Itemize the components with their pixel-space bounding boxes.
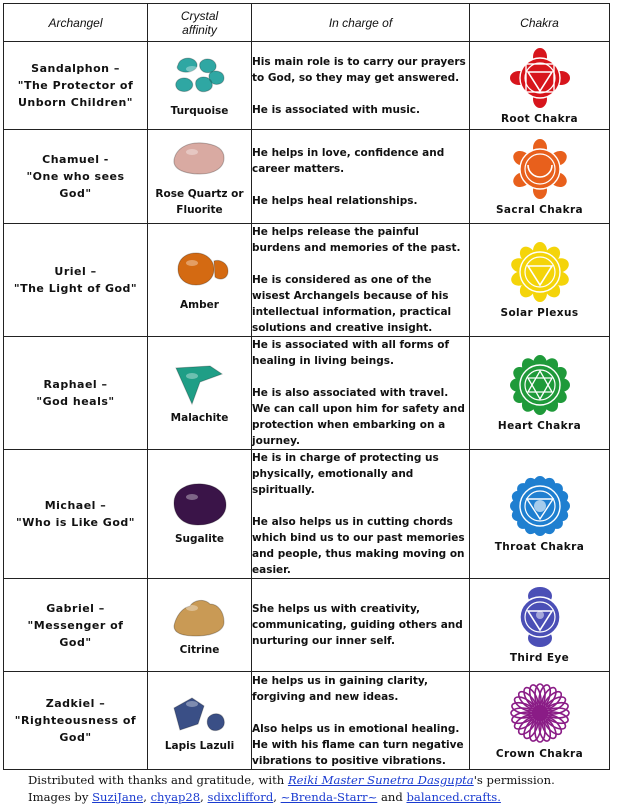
archangel-cell [4,672,148,770]
archangel-cell [4,42,148,130]
chakra-symbol-icon [507,241,573,303]
chakra-name: Solar Plexus [500,307,579,319]
crystal-cell [148,337,252,450]
chakra-symbol-icon [507,138,573,200]
archangel-row [4,130,610,224]
archangel-epithet: Unborn Children" [17,96,134,109]
archangel-name: Zadkiel – [45,697,106,710]
in-charge-cell [252,337,470,450]
crystal-name: Amber [180,299,219,311]
archangel-row [4,450,610,579]
duty-text: His main role is to carry our prayers to God, so they may get answered. [252,55,466,84]
reiki-master-link[interactable]: Reiki Master Sunetra Dasgupta [287,773,474,787]
archangel-name: Michael – [44,499,107,512]
duty-text: Also helps us in emotional healing. He with his flame can turn negative vibrations to positive vibrations. [252,722,464,767]
crystal-name: Citrine [179,644,220,656]
archangel-cell [4,579,148,672]
crystal-image [170,688,230,736]
archangel-epithet: "The Protector of [17,79,134,92]
crystal-cell [148,130,252,224]
crystal-name: Rose Quartz or Fluorite [155,187,244,216]
duty-text: She helps us with creativity, communicating, guiding others and nurturing our inner self. [252,603,463,647]
header-chakra: Chakra [470,4,610,42]
credit-link-brenda-starr[interactable]: ~Brenda-Starr~ [280,790,378,804]
archangel-epithet: God" [59,635,92,649]
chakra-cell [470,224,610,337]
archangel-epithet: "Righteousness of [14,714,137,727]
archangel-name: Uriel – [54,265,97,278]
chakra-symbol-icon [507,682,573,744]
duty-text: He helps us in gaining clarity, forgiving and new ideas. [252,674,428,703]
header-in-charge: In charge of [252,4,470,42]
crystal-image [170,53,230,101]
footer [28,772,555,806]
crystal-cell [148,672,252,770]
archangel-name: Chamuel - [42,153,109,166]
in-charge-cell [252,224,470,337]
in-charge-cell [252,42,470,130]
archangel-row [4,672,610,770]
duty-text: He is considered as one of the wisest Archangels because of his intellectual information, practical solutions and creative insight. [252,274,452,334]
in-charge-cell [252,450,470,579]
chakra-symbol-icon [507,354,573,416]
chakra-cell [470,579,610,672]
crystal-name: Turquoise [170,104,229,117]
archangel-epithet: "The Light of God" [13,282,138,295]
chakra-symbol-icon [507,47,573,109]
archangel-epithet: God" [59,731,92,744]
crystal-name: Malachite [170,412,229,424]
archangel-name: Raphael – [43,378,108,391]
archangel-name: Gabriel – [46,601,105,615]
archangel-row [4,337,610,450]
archangel-cell [4,450,148,579]
chakra-name: Crown Chakra [495,747,584,760]
archangel-epithet: "One who sees [26,170,125,183]
archangel-cell [4,224,148,337]
duty-text: He helps in love, confidence and career matters. [252,146,445,175]
crystal-cell [148,224,252,337]
chakra-cell [470,337,610,450]
in-charge-cell [252,672,470,770]
duty-text: He helps heal relationships. [252,194,418,207]
chakra-name: Heart Chakra [497,420,582,432]
chakra-cell [470,42,610,130]
crystal-name: Sugalite [175,533,224,545]
chakra-cell [470,672,610,770]
in-charge-cell [252,579,470,672]
footer-line-1: Distributed with thanks and gratitude, with Reiki Master Sunetra Dasgupta's permission. [28,773,555,787]
crystal-image [170,247,230,295]
chakra-symbol-icon [507,475,573,537]
chakra-cell [470,450,610,579]
archangel-epithet: God" [59,187,92,200]
chakra-name: Root Chakra [500,112,579,125]
duty-text: He is associated with music. [252,103,421,116]
archangel-row [4,579,610,672]
archangel-epithet: "Who is Like God" [15,516,135,529]
archangel-row [4,224,610,337]
credit-link-suzijane[interactable]: SuziJane [92,790,144,804]
header-crystal: Crystal affinity [148,4,252,42]
archangel-row [4,42,610,130]
chakra-name: Third Eye [509,652,570,664]
chakra-name: Throat Chakra [494,541,585,553]
chakra-name: Sacral Chakra [495,203,584,216]
in-charge-cell [252,130,470,224]
crystal-image [170,592,230,640]
archangel-name: Sandalphon – [31,62,120,75]
crystal-cell [148,579,252,672]
chakra-cell [470,130,610,224]
crystal-cell [148,42,252,130]
crystal-cell [148,450,252,579]
duty-text: He also helps us in cutting chords which bind us to our past memories and people, thus making moving on easier. [252,516,465,576]
header-row [4,4,610,42]
archangel-epithet: "God heals" [36,395,115,408]
crystal-image [170,136,230,184]
duty-text: He helps release the painful burdens and memories of the past. [252,226,461,254]
archangel-epithet: "Messenger of [27,618,124,632]
duty-text: He is also associated with travel. We can call upon him for safety and protection when embarking on a journey. [252,387,465,447]
crystal-name: Lapis Lazuli [164,739,235,752]
credit-link-chyap28[interactable]: chyap28 [150,790,201,804]
footer-line-2: Images by SuziJane, chyap28, sdixclifford, ~Brenda-Starr~ and balanced.crafts. [28,790,501,804]
chakra-symbol-icon [507,586,573,648]
archangel-cell [4,337,148,450]
archangel-cell [4,130,148,224]
archangel-table [3,3,610,770]
credit-link-balanced-crafts[interactable]: balanced.crafts. [406,790,501,804]
duty-text: He is in charge of protecting us physically, emotionally and spiritually. [252,452,439,496]
duty-text: He is associated with all forms of healing in living beings. [252,339,450,367]
credit-link-sdixclifford[interactable]: sdixclifford [207,790,274,804]
crystal-image [170,481,230,529]
crystal-image [170,360,230,408]
header-archangel: Archangel [4,4,148,42]
